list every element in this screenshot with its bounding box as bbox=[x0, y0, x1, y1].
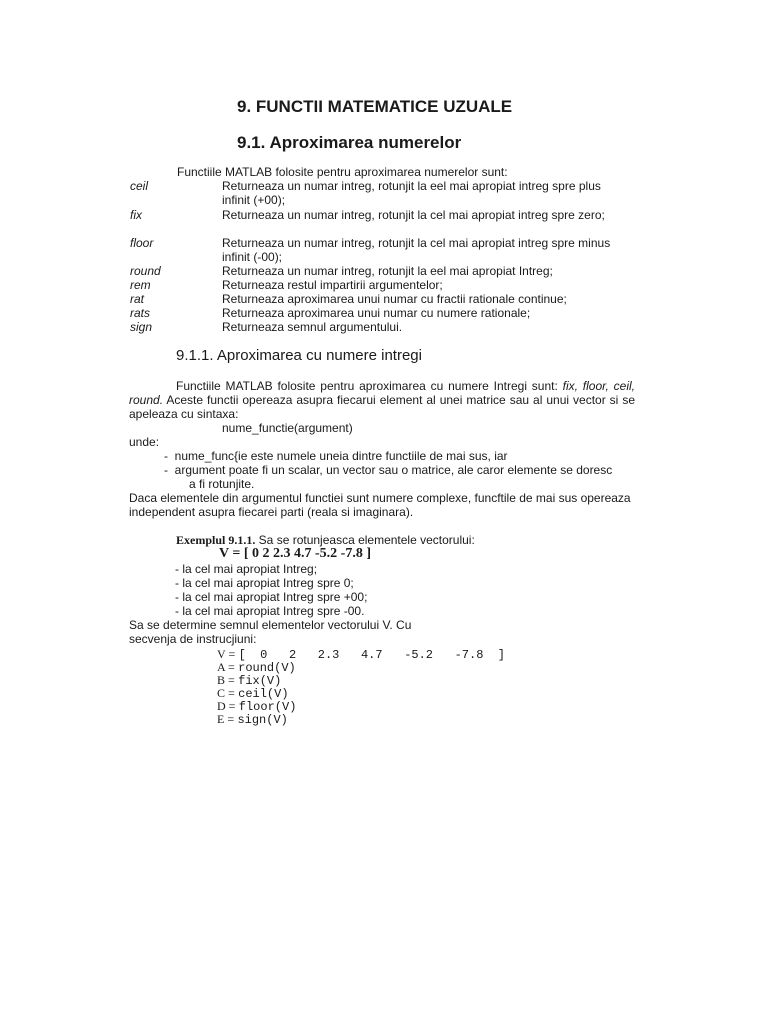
function-name: round bbox=[130, 264, 161, 278]
list-item: - la cel mai apropiat Intreg; bbox=[175, 562, 318, 576]
section-title: 9.1. Aproximarea numerelor bbox=[237, 133, 462, 152]
code-lhs: B = bbox=[217, 673, 235, 687]
subsection-title: 9.1.1. Aproximarea cu numere intregi bbox=[176, 347, 422, 364]
function-name: fix bbox=[130, 208, 142, 222]
function-desc: Returneaza aproximarea unui numar cu fractii rationale continue; bbox=[222, 292, 567, 306]
function-name: ceil bbox=[130, 179, 149, 193]
example-vector: V = [ 0 2 2.3 4.7 -5.2 -7.8 ] bbox=[219, 546, 371, 561]
list-item-text: nume_func{ie este numele uneia dintre functiile de mai sus, iar bbox=[174, 449, 508, 463]
code-rhs: sign(V) bbox=[237, 713, 288, 727]
list-item-continuation: a fi rotunjite. bbox=[189, 477, 255, 491]
list-item: - la cel mai apropiat Intreg spre +00; bbox=[175, 590, 368, 604]
intro-text: Functiile MATLAB folosite pentru aproximarea numerelor sunt: bbox=[177, 165, 508, 179]
paragraph-functions bbox=[129, 379, 635, 421]
example-line: secvenja de instrucjiuni: bbox=[129, 632, 257, 646]
syntax-line: nume_functie(argument) bbox=[222, 421, 353, 435]
code-line bbox=[217, 712, 288, 727]
list-item: - la cel mai apropiat Intreg spre -00. bbox=[175, 604, 365, 618]
code-rhs: [ 0 2 2.3 4.7 -5.2 -7.8 ] bbox=[238, 648, 506, 662]
para-text: Aceste functii opereaza asupra fiecarui element al unei matrice sau al unui vector si se apeleaza cu sintaxa: bbox=[129, 393, 635, 421]
function-desc: Returneaza un numar intreg, rotunjit la cel mai apropiat intreg spre minus infinit (-00); bbox=[222, 236, 611, 264]
list-item: - la cel mai apropiat Intreg spre 0; bbox=[175, 576, 354, 590]
function-desc: Returneaza aproximarea unui numar cu numere rationale; bbox=[222, 306, 531, 320]
function-desc: Returneaza un numar intreg, rotunjit la eel mai apropiat intreg spre plus infinit (+00); bbox=[222, 179, 601, 207]
function-desc: Returneaza un numar intreg, rotunjit la eel mai apropiat Intreg; bbox=[222, 264, 553, 278]
code-rhs: floor(V) bbox=[238, 700, 297, 714]
unde-label: unde: bbox=[129, 435, 160, 449]
function-desc: Returneaza un numar intreg, rotunjit la cel mai apropiat intreg spre zero; bbox=[222, 208, 605, 222]
function-name: sign bbox=[130, 320, 153, 334]
code-lhs: V = bbox=[217, 647, 236, 661]
list-item: - argument poate fi un scalar, un vector sau o matrice, ale caror elemente se doresc bbox=[164, 463, 613, 477]
code-lhs: C = bbox=[217, 686, 235, 700]
chapter-title: 9. FUNCTII MATEMATICE UZUALE bbox=[237, 97, 513, 116]
function-name: floor bbox=[130, 236, 154, 250]
function-desc: Returneaza restul impartirii argumentelor; bbox=[222, 278, 443, 292]
example-line: Sa se determine semnul elementelor vectorului V. Cu bbox=[129, 618, 412, 632]
function-name: rat bbox=[130, 292, 145, 306]
code-rhs: ceil(V) bbox=[238, 687, 289, 701]
example-text: Sa se rotunjeasca elementele vectorului: bbox=[255, 533, 475, 547]
code-rhs: round(V) bbox=[238, 661, 296, 675]
example-label: Exemplul 9.1.1. bbox=[176, 533, 256, 547]
function-desc: Returneaza semnul argumentului. bbox=[222, 320, 403, 334]
code-lhs: E = bbox=[217, 712, 235, 726]
function-name: rem bbox=[130, 278, 151, 292]
code-rhs: fix(V) bbox=[238, 674, 282, 688]
para-text: Functiile MATLAB folosite pentru aproximarea cu numere Intregi sunt: bbox=[176, 379, 563, 393]
list-item-text: argument poate fi un scalar, un vector sau o matrice, ale caror elemente se doresc bbox=[174, 463, 613, 477]
code-lhs: A = bbox=[217, 660, 235, 674]
function-name: rats bbox=[130, 306, 151, 320]
para-functions: fix, floor, bbox=[562, 379, 609, 393]
code-lhs: D = bbox=[217, 699, 236, 713]
para-functions: ceil, round. bbox=[129, 379, 635, 407]
list-item: - nume_func{ie este numele uneia dintre functiile de mai sus, iar bbox=[164, 449, 508, 463]
paragraph-complex: Daca elementele din argumentul functiei sunt numere complexe, funcftile de mai sus opereaza independent asupra fiecarei parti (reala si imaginara). bbox=[129, 491, 631, 519]
